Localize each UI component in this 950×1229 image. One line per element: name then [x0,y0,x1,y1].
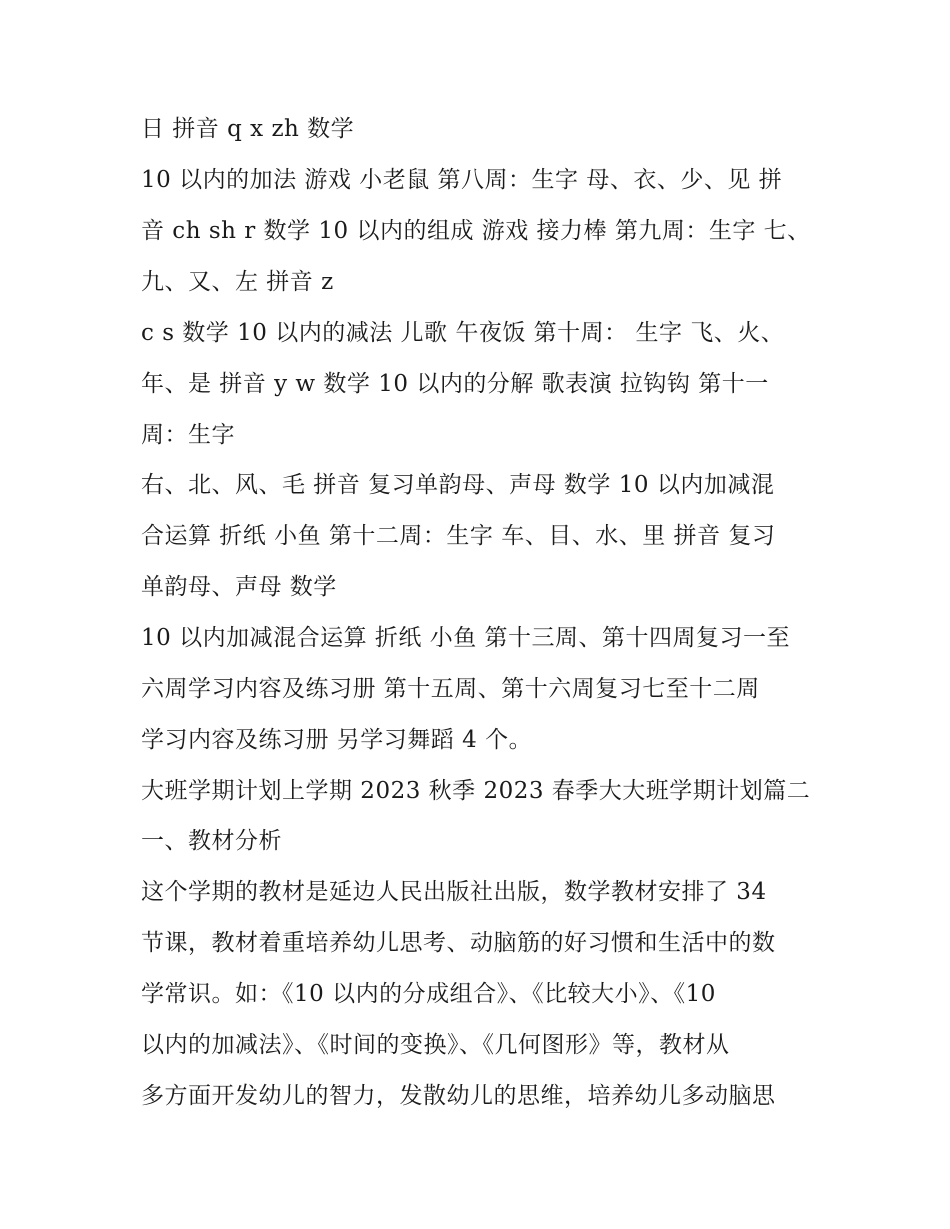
text-line: 合运算 折纸 小鱼 第十二周：生字 车、目、水、里 拼音 复习 [141,523,776,549]
text-line: 以内的加减法》、《时间的变换》、《几何图形》等，教材从 [141,1032,730,1058]
text-line: 学常识。如：《10 以内的分成组合》、《比较大小》、《10 [141,981,716,1007]
text-line: c s 数学 10 以内的减法 儿歌 午夜饭 第十周： 生字 飞、火、 [141,320,785,346]
text-line: 周：生字 [141,422,235,448]
text-line: 音 ch sh r 数学 10 以内的组成 游戏 接力棒 第九周：生字 七、 [141,218,811,244]
text-line: 日 拼音 q x zh 数学 [141,116,355,142]
text-line: 学习内容及练习册 另学习舞蹈 4 个。 [141,727,533,753]
text-line: 节课，教材着重培养幼儿思考、动脑筋的好习惯和生活中的数 [141,930,776,956]
text-line: 多方面开发幼儿的智力，发散幼儿的思维，培养幼儿多动脑思 [141,1083,776,1109]
text-line: 右、北、风、毛 拼音 复习单韵母、声母 数学 10 以内加减混 [141,472,775,498]
text-line: 年、是 拼音 y w 数学 10 以内的分解 歌表演 拉钩钩 第十一 [141,371,769,397]
text-line: 单韵母、声母 数学 [141,574,337,600]
text-line: 大班学期计划上学期 2023 秋季 2023 春季大大班学期计划篇二 [141,778,811,804]
text-line: 六周学习内容及练习册 第十五周、第十六周复习七至十二周 [141,676,760,702]
section-heading: 一、教材分析 [141,828,282,854]
text-line: 10 以内加减混合运算 折纸 小鱼 第十三周、第十四周复习一至 [141,625,791,651]
text-line: 这个学期的教材是延边人民出版社出版，数学教材安排了 34 [141,879,767,905]
text-line: 九、又、左 拼音 z [141,269,334,295]
text-line: 10 以内的加法 游戏 小老鼠 第八周：生字 母、衣、少、见 拼 [141,167,783,193]
